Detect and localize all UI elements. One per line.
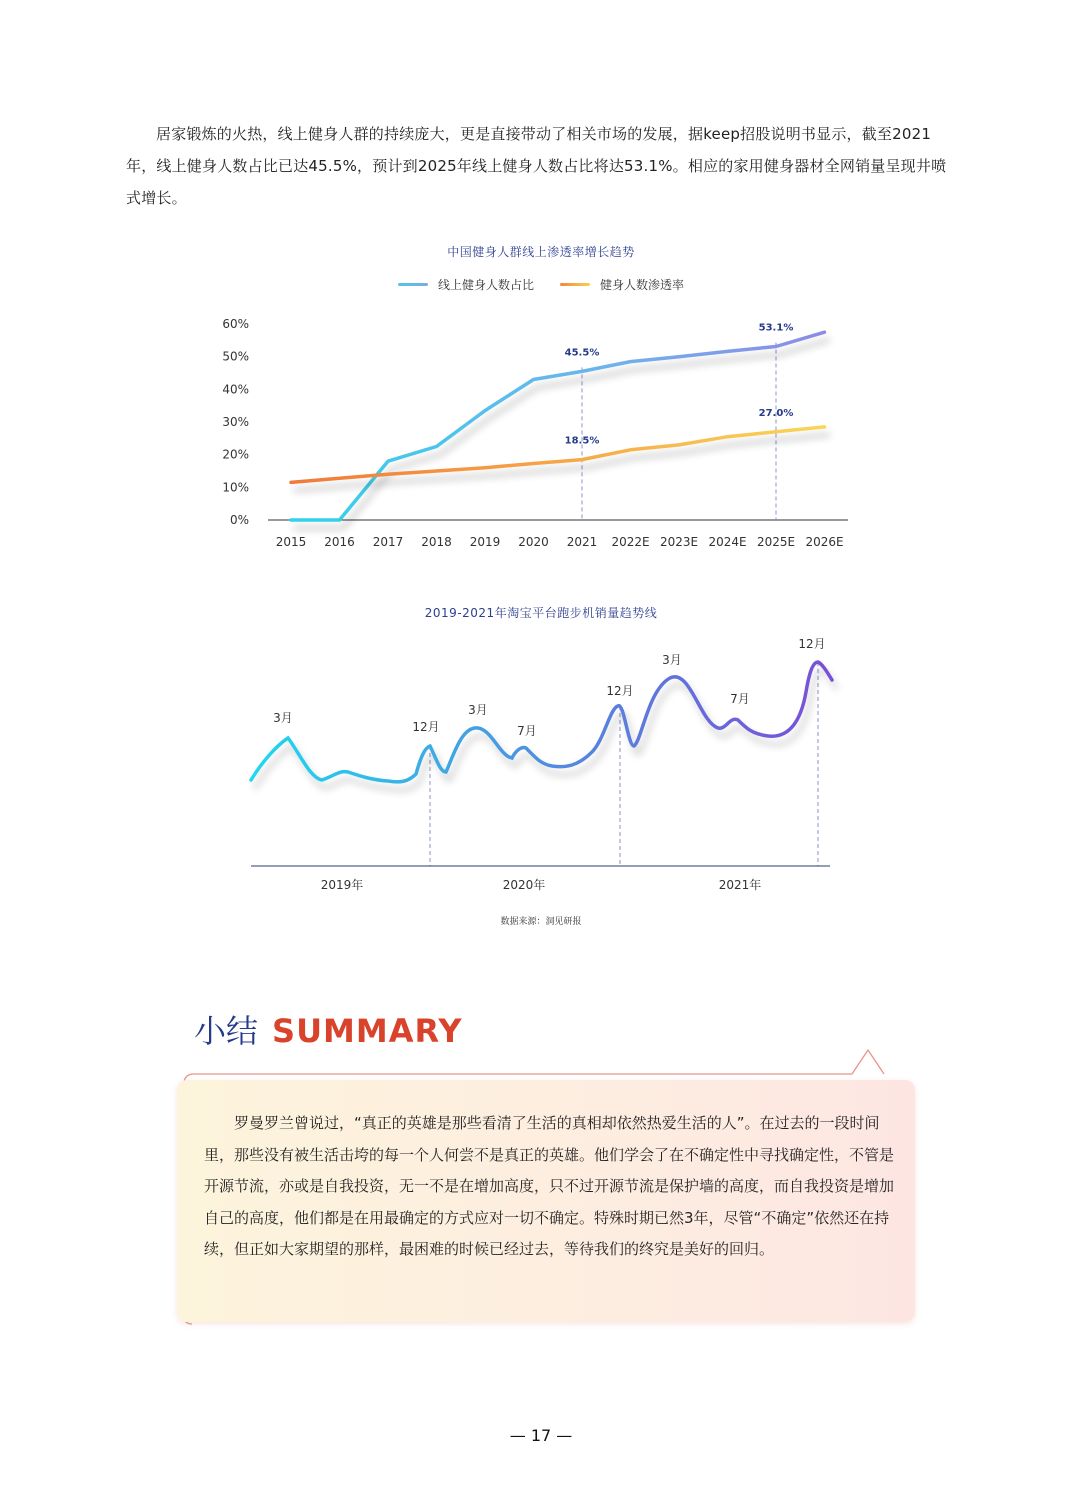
x-tick-label: 2020: [518, 535, 549, 549]
point-label-2021-mar: 3月: [662, 653, 682, 667]
x-tick-label: 2024E: [708, 535, 747, 549]
x-tick-label: 2025E: [756, 535, 796, 549]
chart1-title: 中国健身人群线上渗透率增长趋势: [447, 245, 635, 259]
legend-swatch-penetration: [560, 283, 590, 286]
series-line-penetration: [291, 427, 825, 483]
chart1-svg: [0, 300, 1082, 560]
summary-text: 罗曼罗兰曾说过，“真正的英雄是那些看清了生活的真相却依然热爱生活的人”。在过去的一段时间里，那些没有被生活击垮的每一个人何尝不是真正的英雄。他们学会了在不确定性中寻找确定性，不管是开源节流，亦或是自我投资，无一不是在增加高度，只不过开源节流是保护墙的高度，而自我投资是增加自己的高度，他们都是在用最确定的方式应对一切不确定。特殊时期已然3年，尽管“不确定”依然还在持续，但正如大家期望的那样，最困难的时候已经过去，等待我们的终究是美好的回归。: [204, 1114, 895, 1258]
x-tick-label: 2022E: [611, 535, 650, 549]
x-tick-label: 2021: [566, 535, 598, 549]
legend-item-online: [398, 276, 534, 293]
x-label-2020: 2020年: [502, 878, 546, 892]
point-label-2021-jul: 7月: [730, 692, 750, 706]
point-label-2019-dec: 12月: [412, 720, 440, 734]
x-tick-label: 2019: [469, 535, 501, 549]
intro-text: 居家锻炼的火热，线上健身人群的持续庞大，更是直接带动了相关市场的发展，据keep招股说明书显示，截至2021年，线上健身人数占比已达45.5%，预计到2025年线上健身人数占比将达53.1%。相应的家用健身器材全网销量呈现井喷式增长。: [126, 125, 947, 207]
summary-title-en: SUMMARY: [272, 1012, 463, 1050]
chart1-legend: [0, 276, 1082, 293]
y-tick-label: 40%: [222, 382, 249, 397]
chart2-svg: [0, 630, 1082, 910]
y-tick-label: 60%: [222, 317, 249, 331]
annotation-label: 18.5%: [564, 435, 600, 447]
x-label-2021: 2021年: [718, 878, 762, 892]
x-tick-label: 2023E: [659, 535, 699, 549]
page-number: — 17 —: [509, 1426, 573, 1445]
x-tick-label: 2017: [372, 535, 404, 549]
x-label-2019: 2019年: [320, 878, 364, 892]
y-tick-label: 10%: [222, 480, 249, 495]
point-label-2019-mar: 3月: [273, 711, 293, 725]
point-label-2020-dec: 12月: [606, 684, 634, 698]
summary-body: [204, 1108, 894, 1266]
y-tick-label: 50%: [222, 349, 249, 364]
intro-paragraph: [126, 118, 956, 214]
point-label-2020-jul: 7月: [517, 724, 537, 738]
x-tick-label: 2015: [275, 535, 307, 549]
chart1-y-axis: [222, 317, 249, 527]
chart2-title: 2019-2021年淘宝平台跑步机销量趋势线: [424, 606, 658, 620]
chart1-annotations: [565, 323, 794, 447]
x-tick-label: 2016: [324, 535, 355, 549]
legend-label-online: 线上健身人数占比: [437, 278, 534, 292]
data-source: 数据来源：洞见研报: [500, 917, 582, 927]
treadmill-sales-line: [251, 662, 832, 782]
chart1-x-axis: [276, 535, 844, 549]
summary-title-cn: 小结: [194, 1012, 259, 1050]
chart1-guides: [582, 343, 776, 520]
y-tick-label: 0%: [229, 513, 249, 527]
y-tick-label: 20%: [222, 447, 249, 462]
legend-item-penetration: [560, 276, 684, 293]
x-tick-label: 2018: [421, 535, 452, 549]
x-tick-label: 2026E: [805, 535, 844, 549]
series-line-online: [291, 332, 825, 520]
legend-swatch-online: [398, 283, 428, 286]
annotation-label: 53.1%: [758, 322, 794, 334]
annotation-label: 45.5%: [564, 347, 600, 359]
y-tick-label: 30%: [222, 415, 249, 429]
legend-label-penetration: 健身人数渗透率: [600, 278, 685, 292]
annotation-label: 27.0%: [758, 407, 794, 419]
point-label-2020-mar: 3月: [468, 703, 488, 717]
point-label-2021-dec: 12月: [798, 637, 826, 651]
